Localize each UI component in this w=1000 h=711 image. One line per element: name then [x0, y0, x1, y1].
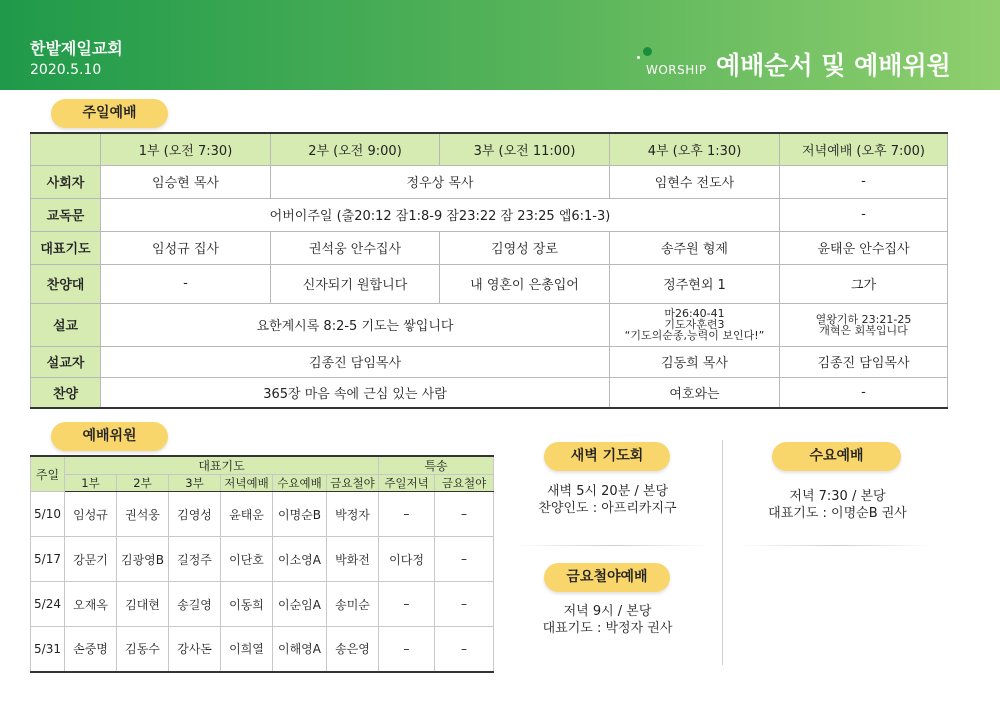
cell: 오재옥: [65, 582, 117, 627]
cell: 임성규: [65, 492, 117, 537]
worship-label: WORSHIP: [646, 63, 707, 77]
wednesday-time: 저녁 7:30 / 본당: [789, 489, 886, 504]
col-header: 저녁예배 (오후 7:00): [780, 133, 948, 165]
friday-worship-pill: 금요철야예배: [544, 563, 670, 592]
sub-header: 주일저녁: [379, 475, 435, 492]
col-header: 3부 (오전 11:00): [440, 133, 610, 165]
cell: 365장 마음 속에 근심 있는 사람: [101, 377, 610, 408]
cell: 손중명: [65, 627, 117, 672]
cell: 강사돈: [169, 627, 221, 672]
sub-header: 1부: [65, 475, 117, 492]
cell: –: [379, 627, 435, 672]
wednesday-prayer: 대표기도 : 이명순B 권사: [768, 506, 907, 521]
cell: -: [101, 264, 271, 303]
col-header: 4부 (오후 1:30): [610, 133, 780, 165]
cell: 송길영: [169, 582, 221, 627]
cell: 정주현외 1: [610, 264, 780, 303]
sunday-worship-pill: 주일예배: [51, 99, 168, 128]
wednesday-worship-pill: 수요예배: [772, 442, 901, 471]
cell: 박화전: [327, 537, 379, 582]
date-cell: 5/17: [31, 537, 65, 582]
table-row: [31, 537, 494, 582]
cell: 김영성: [169, 492, 221, 537]
page-title: 예배순서 및 예배위원: [716, 51, 951, 80]
cell: 정우상 목사: [271, 165, 610, 198]
date-cell: 5/24: [31, 582, 65, 627]
cell: 이해영A: [273, 627, 327, 672]
row-label: 설교: [31, 303, 101, 346]
sub-header: 금요철야: [327, 475, 379, 492]
row-label: 찬양: [31, 377, 101, 408]
cell: 박정자: [327, 492, 379, 537]
vertical-divider: [722, 440, 723, 665]
sermon-title: 개혁은 회복입니다: [819, 323, 908, 337]
sermon-series: 기도자훈련3: [664, 318, 725, 331]
cell: 강문기: [65, 537, 117, 582]
cell: -: [780, 377, 948, 408]
logo-small-dot-icon: [637, 56, 640, 59]
date-cell: 5/31: [31, 627, 65, 672]
cell: 이순임A: [273, 582, 327, 627]
table-row: [31, 627, 494, 672]
prayer-header: 대표기도: [65, 456, 379, 475]
cell: 송미순: [327, 582, 379, 627]
cell: 내 영혼이 은총입어: [440, 264, 610, 303]
table-row: [31, 582, 494, 627]
cell: 길정주: [169, 537, 221, 582]
sub-header: 금요철야: [435, 475, 494, 492]
dawn-time: 새벽 5시 20분 / 본당: [546, 484, 669, 499]
sub-header: 수요예배: [273, 475, 327, 492]
cell: 김영성 장로: [440, 231, 610, 264]
col-header: 2부 (오전 9:00): [271, 133, 440, 165]
cell: 그가: [780, 264, 948, 303]
cell: 요한계시록 8:2-5 기도는 쌓입니다: [101, 303, 610, 346]
cell: 권석웅: [117, 492, 169, 537]
cell: [780, 303, 948, 346]
cell: 신자되기 원합니다: [271, 264, 440, 303]
cell: 송은영: [327, 627, 379, 672]
cell: –: [379, 492, 435, 537]
cell: 윤태운 안수집사: [780, 231, 948, 264]
cell: -: [780, 198, 948, 231]
cell: 김동희 목사: [610, 346, 780, 377]
cell: 윤태운: [221, 492, 273, 537]
committee-pill: 예배위원: [51, 422, 168, 451]
cell: 김동수: [117, 627, 169, 672]
table-row: [31, 492, 494, 537]
cell: 김종진 담임목사: [780, 346, 948, 377]
sub-header: 저녁예배: [221, 475, 273, 492]
cell: 임성규 집사: [101, 231, 271, 264]
bulletin-date: 2020.5.10: [30, 62, 102, 78]
cell: 김대현: [117, 582, 169, 627]
corner-cell: [31, 133, 101, 165]
cell: 권석웅 안수집사: [271, 231, 440, 264]
church-name: 한밭제일교회: [30, 39, 123, 58]
cell: –: [435, 492, 494, 537]
cell: –: [435, 582, 494, 627]
friday-time: 저녁 9시 / 본당: [563, 604, 652, 619]
cell: –: [435, 627, 494, 672]
card-divider: [740, 545, 935, 546]
cell: -: [780, 165, 948, 198]
cell: 김광영B: [117, 537, 169, 582]
cell: 이희열: [221, 627, 273, 672]
cell: –: [435, 537, 494, 582]
sermon-ref: 마26:40-41: [664, 307, 725, 320]
cell: 임현수 전도사: [610, 165, 780, 198]
cell: 이소영A: [273, 537, 327, 582]
friday-worship-info: [510, 603, 705, 637]
cell: [610, 303, 780, 346]
row-label: 사회자: [31, 165, 101, 198]
cell: 이단호: [221, 537, 273, 582]
logo-dot-icon: [643, 47, 652, 56]
cell: 임승현 목사: [101, 165, 271, 198]
sub-header: 3부: [169, 475, 221, 492]
cell: 송주원 형제: [610, 231, 780, 264]
card-divider: [515, 545, 710, 546]
sub-header: 2부: [117, 475, 169, 492]
dawn-prayer-pill: 새벽 기도회: [544, 442, 670, 471]
cell: 이명순B: [273, 492, 327, 537]
sunday-schedule-table: [30, 132, 948, 409]
cell: 이동희: [221, 582, 273, 627]
row-label: 대표기도: [31, 231, 101, 264]
cell: –: [379, 582, 435, 627]
header-banner: [0, 0, 1000, 90]
committee-table: [30, 455, 494, 673]
col-header: 1부 (오전 7:30): [101, 133, 271, 165]
friday-prayer: 대표기도 : 박정자 권사: [542, 621, 673, 636]
cell: 여호와는: [610, 377, 780, 408]
wednesday-worship-info: [740, 488, 935, 522]
cell: 이다정: [379, 537, 435, 582]
date-cell: 5/10: [31, 492, 65, 537]
sermon-ref: 열왕기하 23:21-25: [815, 312, 912, 326]
cell: 어버이주일 (출20:12 잠1:8-9 잠23:22 잠 23:25 엡6:1-3): [101, 198, 780, 231]
row-label: 설교자: [31, 346, 101, 377]
row-label: 교독문: [31, 198, 101, 231]
date-header: 주일: [31, 456, 65, 492]
special-song-header: 특송: [379, 456, 494, 475]
row-label: 찬양대: [31, 264, 101, 303]
dawn-prayer-info: [510, 483, 705, 517]
dawn-leader: 찬양인도 : 아프리카지구: [538, 501, 677, 516]
sermon-title: “기도의순종,능력이 보인다!”: [624, 329, 765, 342]
cell: 김종진 담임목사: [101, 346, 610, 377]
